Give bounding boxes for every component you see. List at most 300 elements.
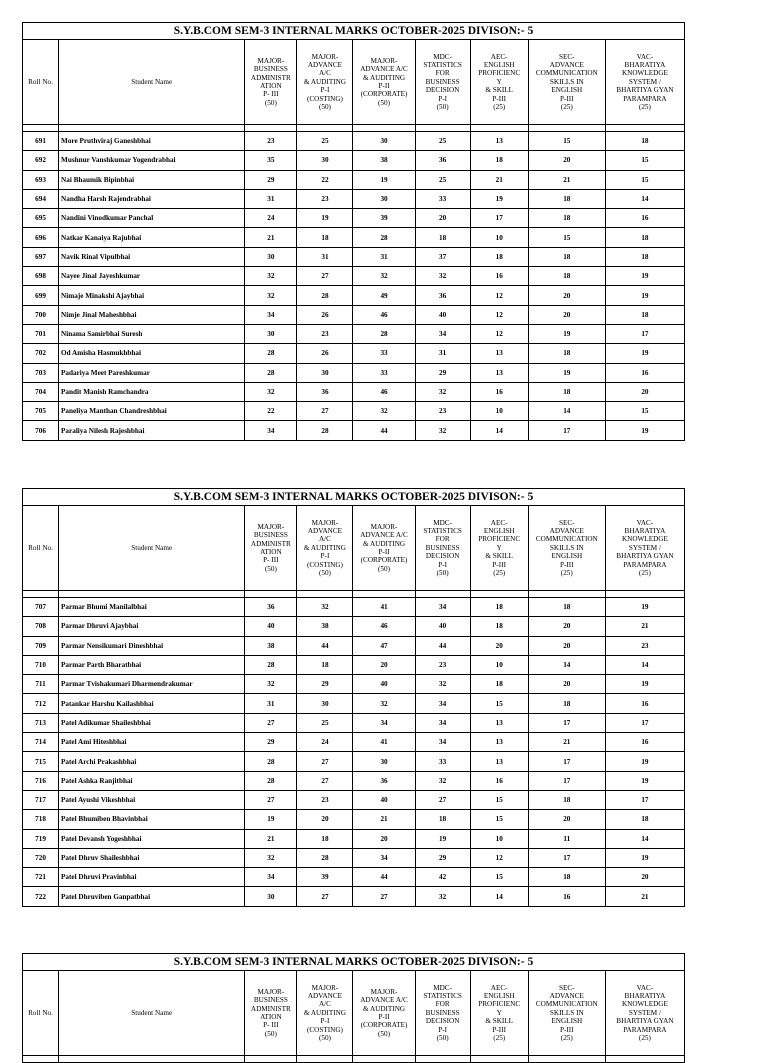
cell-roll-no: 702 (23, 344, 59, 363)
cell-student-name: Patel Ashka Ranjitbhai (59, 771, 245, 790)
cell-knowledge-system: 20 (605, 868, 684, 887)
cell-advance-ac-corporate: 46 (353, 382, 415, 401)
cell-business-administration: 40 (245, 617, 297, 636)
cell-business-administration: 27 (245, 790, 297, 809)
cell-roll-no: 717 (23, 790, 59, 809)
cell-advance-ac-corporate: 39 (353, 209, 415, 228)
cell-communication-skills: 20 (528, 636, 605, 655)
header-advance-ac-costing: MAJOR- ADVANCE A/C & AUDITING P-I (COSTING) (50) (297, 971, 353, 1056)
cell-business-administration: 30 (245, 247, 297, 266)
table-row (23, 810, 685, 829)
cell-communication-skills: 21 (528, 733, 605, 752)
cell-communication-skills: 18 (528, 209, 605, 228)
table-row (23, 324, 685, 343)
cell-advance-ac-costing: 28 (297, 286, 353, 305)
cell-business-administration: 21 (245, 829, 297, 848)
cell-advance-ac-corporate: 28 (353, 228, 415, 247)
cell-english-proficiency: 10 (470, 829, 528, 848)
cell-business-administration: 32 (245, 675, 297, 694)
cell-english-proficiency: 18 (470, 617, 528, 636)
cell-advance-ac-corporate: 32 (353, 402, 415, 421)
cell-english-proficiency: 16 (470, 267, 528, 286)
table-row (23, 209, 685, 228)
cell-statistics: 32 (415, 382, 470, 401)
table-row (23, 151, 685, 170)
cell-business-administration: 29 (245, 733, 297, 752)
cell-roll-no: 699 (23, 286, 59, 305)
cell-business-administration: 22 (245, 402, 297, 421)
cell-roll-no: 713 (23, 713, 59, 732)
cell-roll-no: 700 (23, 305, 59, 324)
header-communication-skills: SEC- ADVANCE COMMUNICATION SKILLS IN ENGLISH P-III (25) (528, 506, 605, 591)
table-row (23, 655, 685, 674)
header-statistics: MDC- STATISTICS FOR BUSINESS DECISION P-I (50) (415, 506, 470, 591)
spacer-row (23, 125, 685, 132)
cell-statistics: 40 (415, 305, 470, 324)
table-row (23, 713, 685, 732)
cell-statistics: 29 (415, 363, 470, 382)
cell-roll-no: 711 (23, 675, 59, 694)
cell-knowledge-system: 19 (605, 771, 684, 790)
cell-statistics: 19 (415, 829, 470, 848)
table-row (23, 829, 685, 848)
cell-english-proficiency: 18 (470, 151, 528, 170)
cell-statistics: 34 (415, 713, 470, 732)
cell-statistics: 31 (415, 344, 470, 363)
cell-roll-no: 701 (23, 324, 59, 343)
cell-roll-no: 694 (23, 189, 59, 208)
header-student-name: Student Name (59, 971, 245, 1056)
cell-advance-ac-corporate: 27 (353, 887, 415, 906)
cell-student-name: Nandha Harsh Rajendrabhai (59, 189, 245, 208)
cell-business-administration: 30 (245, 324, 297, 343)
header-knowledge-system: VAC- BHARATIYA KNOWLEDGE SYSTEM / BHARTIYA GYAN PARAMPARA (25) (605, 971, 684, 1056)
cell-advance-ac-costing: 19 (297, 209, 353, 228)
table-row (23, 694, 685, 713)
cell-communication-skills: 20 (528, 675, 605, 694)
cell-roll-no: 709 (23, 636, 59, 655)
cell-advance-ac-costing: 26 (297, 305, 353, 324)
table-row (23, 617, 685, 636)
cell-english-proficiency: 20 (470, 636, 528, 655)
cell-english-proficiency: 12 (470, 286, 528, 305)
cell-roll-no: 712 (23, 694, 59, 713)
table-title: S.Y.B.COM SEM-3 INTERNAL MARKS OCTOBER-2025 DIVISON:- 5 (23, 954, 685, 971)
cell-statistics: 29 (415, 848, 470, 867)
cell-roll-no: 719 (23, 829, 59, 848)
table-row (23, 790, 685, 809)
cell-english-proficiency: 13 (470, 132, 528, 151)
cell-statistics: 44 (415, 636, 470, 655)
cell-statistics: 34 (415, 324, 470, 343)
table-title: S.Y.B.COM SEM-3 INTERNAL MARKS OCTOBER-2025 DIVISON:- 5 (23, 23, 685, 40)
cell-student-name: Patel Archi Prakashbhai (59, 752, 245, 771)
table-row (23, 344, 685, 363)
cell-business-administration: 34 (245, 305, 297, 324)
cell-statistics: 42 (415, 868, 470, 887)
cell-knowledge-system: 19 (605, 286, 684, 305)
cell-english-proficiency: 19 (470, 189, 528, 208)
cell-roll-no: 696 (23, 228, 59, 247)
cell-knowledge-system: 15 (605, 151, 684, 170)
cell-business-administration: 34 (245, 421, 297, 440)
cell-statistics: 36 (415, 151, 470, 170)
cell-advance-ac-corporate: 34 (353, 848, 415, 867)
cell-business-administration: 21 (245, 228, 297, 247)
cell-advance-ac-costing: 44 (297, 636, 353, 655)
cell-business-administration: 32 (245, 267, 297, 286)
cell-communication-skills: 16 (528, 887, 605, 906)
cell-knowledge-system: 19 (605, 675, 684, 694)
cell-advance-ac-corporate: 30 (353, 752, 415, 771)
cell-business-administration: 32 (245, 848, 297, 867)
marks-table-1 (22, 22, 685, 441)
cell-advance-ac-corporate: 19 (353, 170, 415, 189)
cell-advance-ac-costing: 27 (297, 771, 353, 790)
cell-statistics: 32 (415, 267, 470, 286)
header-advance-ac-corporate: MAJOR- ADVANCE A/C & AUDITING P-II (CORPORATE) (50) (353, 40, 415, 125)
cell-knowledge-system: 19 (605, 421, 684, 440)
cell-roll-no: 693 (23, 170, 59, 189)
cell-business-administration: 24 (245, 209, 297, 228)
cell-english-proficiency: 13 (470, 713, 528, 732)
table-row (23, 402, 685, 421)
cell-advance-ac-corporate: 20 (353, 829, 415, 848)
cell-advance-ac-corporate: 44 (353, 421, 415, 440)
header-roll-no: Roll No. (23, 40, 59, 125)
cell-knowledge-system: 15 (605, 402, 684, 421)
cell-advance-ac-costing: 32 (297, 598, 353, 617)
cell-advance-ac-corporate: 36 (353, 771, 415, 790)
cell-business-administration: 38 (245, 636, 297, 655)
header-english-proficiency: AEC- ENGLISH PROFICIENC Y & SKILL P-III (25) (470, 40, 528, 125)
cell-advance-ac-corporate: 46 (353, 617, 415, 636)
cell-business-administration: 30 (245, 887, 297, 906)
cell-english-proficiency: 13 (470, 344, 528, 363)
cell-knowledge-system: 19 (605, 344, 684, 363)
cell-advance-ac-costing: 23 (297, 324, 353, 343)
cell-knowledge-system: 16 (605, 733, 684, 752)
cell-advance-ac-costing: 31 (297, 247, 353, 266)
cell-communication-skills: 17 (528, 421, 605, 440)
cell-english-proficiency: 15 (470, 810, 528, 829)
header-roll-no: Roll No. (23, 971, 59, 1056)
cell-roll-no: 722 (23, 887, 59, 906)
cell-knowledge-system: 18 (605, 228, 684, 247)
cell-student-name: Od Amisha Hasmukhbhai (59, 344, 245, 363)
cell-advance-ac-costing: 27 (297, 402, 353, 421)
cell-student-name: Parmar Nensikumari Dineshbhai (59, 636, 245, 655)
cell-english-proficiency: 18 (470, 675, 528, 694)
cell-knowledge-system: 17 (605, 790, 684, 809)
cell-roll-no: 706 (23, 421, 59, 440)
cell-english-proficiency: 16 (470, 771, 528, 790)
cell-advance-ac-corporate: 32 (353, 694, 415, 713)
cell-business-administration: 32 (245, 286, 297, 305)
cell-statistics: 27 (415, 790, 470, 809)
cell-business-administration: 29 (245, 170, 297, 189)
header-advance-ac-corporate: MAJOR- ADVANCE A/C & AUDITING P-II (CORPORATE) (50) (353, 506, 415, 591)
cell-student-name: Mushnur Vanshkumar Yogendrabhai (59, 151, 245, 170)
cell-statistics: 40 (415, 617, 470, 636)
cell-business-administration: 32 (245, 382, 297, 401)
cell-student-name: Paraliya Nilesh Rajeshbhai (59, 421, 245, 440)
cell-knowledge-system: 18 (605, 247, 684, 266)
cell-roll-no: 707 (23, 598, 59, 617)
cell-student-name: Nimje Jinal Maheshbhai (59, 305, 245, 324)
cell-student-name: Nayee Jinal Jayeshkumar (59, 267, 245, 286)
cell-statistics: 34 (415, 694, 470, 713)
cell-communication-skills: 18 (528, 598, 605, 617)
cell-statistics: 25 (415, 170, 470, 189)
table-row (23, 247, 685, 266)
cell-advance-ac-corporate: 33 (353, 344, 415, 363)
cell-roll-no: 705 (23, 402, 59, 421)
table-row (23, 771, 685, 790)
cell-roll-no: 695 (23, 209, 59, 228)
cell-roll-no: 697 (23, 247, 59, 266)
spacer-row (23, 1056, 685, 1063)
cell-communication-skills: 15 (528, 228, 605, 247)
cell-knowledge-system: 16 (605, 694, 684, 713)
cell-advance-ac-costing: 39 (297, 868, 353, 887)
cell-communication-skills: 17 (528, 771, 605, 790)
cell-english-proficiency: 14 (470, 887, 528, 906)
cell-student-name: Parmar Bhumi Manilalbhai (59, 598, 245, 617)
cell-communication-skills: 18 (528, 694, 605, 713)
cell-communication-skills: 18 (528, 247, 605, 266)
cell-student-name: Nandini Vinodkumar Panchal (59, 209, 245, 228)
cell-advance-ac-corporate: 40 (353, 675, 415, 694)
header-english-proficiency: AEC- ENGLISH PROFICIENC Y & SKILL P-III (25) (470, 506, 528, 591)
cell-communication-skills: 14 (528, 655, 605, 674)
header-roll-no: Roll No. (23, 506, 59, 591)
cell-advance-ac-costing: 29 (297, 675, 353, 694)
table-row (23, 636, 685, 655)
cell-business-administration: 28 (245, 771, 297, 790)
cell-english-proficiency: 13 (470, 733, 528, 752)
cell-statistics: 23 (415, 655, 470, 674)
cell-advance-ac-costing: 30 (297, 151, 353, 170)
cell-english-proficiency: 16 (470, 382, 528, 401)
table-row (23, 868, 685, 887)
cell-student-name: Patel Bhumiben Bhavinbhai (59, 810, 245, 829)
cell-english-proficiency: 12 (470, 848, 528, 867)
cell-knowledge-system: 17 (605, 713, 684, 732)
marks-table-2 (22, 488, 685, 907)
header-advance-ac-corporate: MAJOR- ADVANCE A/C & AUDITING P-II (CORPORATE) (50) (353, 971, 415, 1056)
cell-advance-ac-costing: 30 (297, 363, 353, 382)
table-row (23, 421, 685, 440)
cell-advance-ac-costing: 38 (297, 617, 353, 636)
table-row (23, 598, 685, 617)
cell-communication-skills: 19 (528, 363, 605, 382)
cell-communication-skills: 18 (528, 790, 605, 809)
cell-student-name: Nimaje Minakshi Ajaybhai (59, 286, 245, 305)
cell-knowledge-system: 19 (605, 267, 684, 286)
cell-english-proficiency: 17 (470, 209, 528, 228)
cell-knowledge-system: 16 (605, 209, 684, 228)
cell-statistics: 18 (415, 810, 470, 829)
cell-english-proficiency: 10 (470, 402, 528, 421)
cell-statistics: 18 (415, 228, 470, 247)
cell-knowledge-system: 17 (605, 324, 684, 343)
cell-business-administration: 31 (245, 189, 297, 208)
cell-advance-ac-corporate: 44 (353, 868, 415, 887)
cell-business-administration: 34 (245, 868, 297, 887)
cell-student-name: Patel Ami Hiteshbhai (59, 733, 245, 752)
cell-advance-ac-costing: 24 (297, 733, 353, 752)
cell-english-proficiency: 12 (470, 305, 528, 324)
cell-english-proficiency: 21 (470, 170, 528, 189)
cell-advance-ac-corporate: 46 (353, 305, 415, 324)
cell-business-administration: 28 (245, 363, 297, 382)
cell-communication-skills: 18 (528, 344, 605, 363)
cell-roll-no: 708 (23, 617, 59, 636)
cell-knowledge-system: 23 (605, 636, 684, 655)
cell-advance-ac-corporate: 30 (353, 132, 415, 151)
cell-advance-ac-costing: 27 (297, 752, 353, 771)
cell-student-name: Patankar Harshu Kailashbhai (59, 694, 245, 713)
cell-advance-ac-corporate: 30 (353, 189, 415, 208)
header-communication-skills: SEC- ADVANCE COMMUNICATION SKILLS IN ENGLISH P-III (25) (528, 40, 605, 125)
cell-advance-ac-costing: 18 (297, 829, 353, 848)
cell-statistics: 23 (415, 402, 470, 421)
cell-communication-skills: 11 (528, 829, 605, 848)
cell-advance-ac-corporate: 31 (353, 247, 415, 266)
cell-advance-ac-costing: 18 (297, 655, 353, 674)
cell-communication-skills: 18 (528, 868, 605, 887)
cell-statistics: 33 (415, 189, 470, 208)
table-row (23, 675, 685, 694)
cell-student-name: Padariya Meet Pareshkumar (59, 363, 245, 382)
cell-advance-ac-costing: 25 (297, 713, 353, 732)
table-title: S.Y.B.COM SEM-3 INTERNAL MARKS OCTOBER-2025 DIVISON:- 5 (23, 489, 685, 506)
table-row (23, 228, 685, 247)
cell-advance-ac-costing: 27 (297, 267, 353, 286)
cell-english-proficiency: 18 (470, 598, 528, 617)
cell-communication-skills: 20 (528, 305, 605, 324)
header-knowledge-system: VAC- BHARATIYA KNOWLEDGE SYSTEM / BHARTIYA GYAN PARAMPARA (25) (605, 40, 684, 125)
cell-student-name: Parmar Parth Bharatbhai (59, 655, 245, 674)
table-row (23, 363, 685, 382)
cell-knowledge-system: 18 (605, 810, 684, 829)
cell-english-proficiency: 18 (470, 247, 528, 266)
cell-statistics: 32 (415, 887, 470, 906)
table-row (23, 733, 685, 752)
header-advance-ac-costing: MAJOR- ADVANCE A/C & AUDITING P-I (COSTING) (50) (297, 40, 353, 125)
cell-advance-ac-corporate: 47 (353, 636, 415, 655)
cell-student-name: Navik Rinal Vipulbhai (59, 247, 245, 266)
cell-advance-ac-costing: 36 (297, 382, 353, 401)
cell-student-name: Paneliya Manthan Chandreshbhai (59, 402, 245, 421)
cell-advance-ac-corporate: 38 (353, 151, 415, 170)
header-knowledge-system: VAC- BHARATIYA KNOWLEDGE SYSTEM / BHARTIYA GYAN PARAMPARA (25) (605, 506, 684, 591)
cell-business-administration: 28 (245, 344, 297, 363)
table-row (23, 305, 685, 324)
cell-roll-no: 718 (23, 810, 59, 829)
header-statistics: MDC- STATISTICS FOR BUSINESS DECISION P-I (50) (415, 40, 470, 125)
cell-knowledge-system: 19 (605, 848, 684, 867)
cell-business-administration: 31 (245, 694, 297, 713)
cell-statistics: 25 (415, 132, 470, 151)
cell-knowledge-system: 14 (605, 189, 684, 208)
cell-knowledge-system: 15 (605, 170, 684, 189)
table-row (23, 132, 685, 151)
table-row (23, 189, 685, 208)
cell-statistics: 34 (415, 733, 470, 752)
cell-communication-skills: 20 (528, 151, 605, 170)
cell-knowledge-system: 19 (605, 598, 684, 617)
cell-communication-skills: 17 (528, 713, 605, 732)
cell-english-proficiency: 13 (470, 752, 528, 771)
cell-advance-ac-costing: 22 (297, 170, 353, 189)
cell-student-name: Patel Dhruvi Pravinbhai (59, 868, 245, 887)
cell-advance-ac-corporate: 41 (353, 598, 415, 617)
table-row (23, 848, 685, 867)
cell-knowledge-system: 14 (605, 655, 684, 674)
cell-advance-ac-corporate: 32 (353, 267, 415, 286)
cell-communication-skills: 18 (528, 382, 605, 401)
cell-advance-ac-corporate: 33 (353, 363, 415, 382)
cell-knowledge-system: 18 (605, 132, 684, 151)
cell-roll-no: 698 (23, 267, 59, 286)
cell-knowledge-system: 18 (605, 305, 684, 324)
marks-table-3 (22, 953, 685, 1063)
cell-business-administration: 36 (245, 598, 297, 617)
header-statistics: MDC- STATISTICS FOR BUSINESS DECISION P-I (50) (415, 971, 470, 1056)
table-row (23, 170, 685, 189)
cell-student-name: Patel Dhruv Shaileshbhai (59, 848, 245, 867)
cell-advance-ac-costing: 18 (297, 228, 353, 247)
cell-english-proficiency: 13 (470, 363, 528, 382)
header-communication-skills: SEC- ADVANCE COMMUNICATION SKILLS IN ENGLISH P-III (25) (528, 971, 605, 1056)
cell-communication-skills: 20 (528, 286, 605, 305)
cell-english-proficiency: 15 (470, 868, 528, 887)
cell-statistics: 37 (415, 247, 470, 266)
cell-student-name: Patel Ayushi Vikeshbhai (59, 790, 245, 809)
cell-advance-ac-corporate: 34 (353, 713, 415, 732)
cell-knowledge-system: 21 (605, 887, 684, 906)
cell-knowledge-system: 19 (605, 752, 684, 771)
cell-roll-no: 714 (23, 733, 59, 752)
cell-advance-ac-costing: 23 (297, 790, 353, 809)
cell-communication-skills: 17 (528, 752, 605, 771)
header-advance-ac-costing: MAJOR- ADVANCE A/C & AUDITING P-I (COSTING) (50) (297, 506, 353, 591)
cell-roll-no: 704 (23, 382, 59, 401)
cell-roll-no: 720 (23, 848, 59, 867)
cell-advance-ac-corporate: 41 (353, 733, 415, 752)
cell-knowledge-system: 20 (605, 382, 684, 401)
cell-communication-skills: 17 (528, 848, 605, 867)
cell-roll-no: 721 (23, 868, 59, 887)
header-student-name: Student Name (59, 506, 245, 591)
cell-advance-ac-costing: 20 (297, 810, 353, 829)
cell-student-name: Patel Devansh Yogeshbhai (59, 829, 245, 848)
cell-student-name: Nai Bhaumik Bipinbhai (59, 170, 245, 189)
cell-knowledge-system: 21 (605, 617, 684, 636)
cell-communication-skills: 15 (528, 132, 605, 151)
cell-statistics: 34 (415, 598, 470, 617)
cell-student-name: More Pruthviraj Ganeshbhai (59, 132, 245, 151)
header-business-administration: MAJOR- BUSINESS ADMINISTR ATION P- III (50) (245, 506, 297, 591)
cell-english-proficiency: 10 (470, 655, 528, 674)
cell-business-administration: 28 (245, 655, 297, 674)
cell-roll-no: 715 (23, 752, 59, 771)
cell-statistics: 36 (415, 286, 470, 305)
cell-english-proficiency: 15 (470, 694, 528, 713)
cell-advance-ac-corporate: 49 (353, 286, 415, 305)
